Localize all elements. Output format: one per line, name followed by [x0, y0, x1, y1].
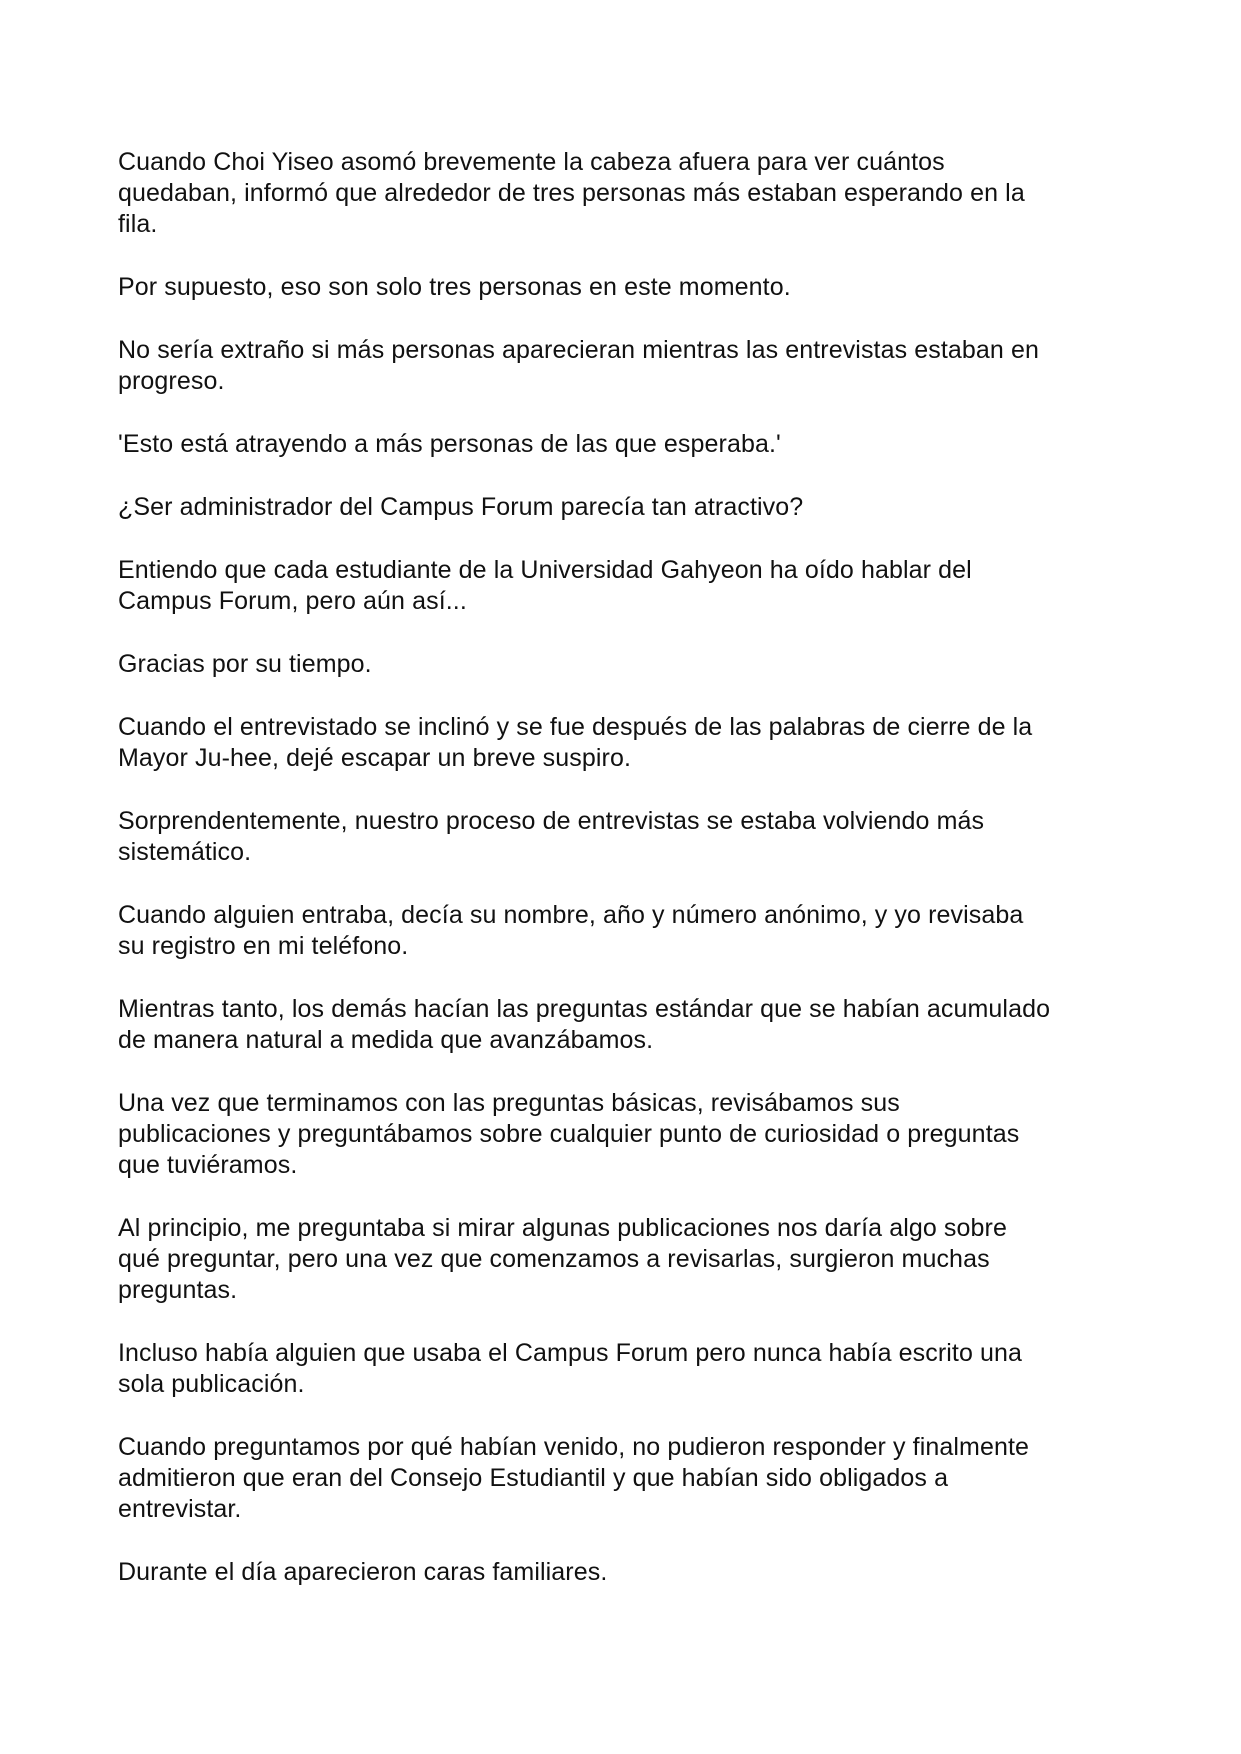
paragraph: ¿Ser administrador del Campus Forum parecía tan atractivo?	[118, 493, 804, 521]
paragraph: Cuando preguntamos por qué habían venido, no pudieron responder y finalmente admitieron que eran del Consejo Estudiantil y que habían sido obligados a entrevistar.	[118, 1433, 1030, 1523]
paragraph: Cuando Choi Yiseo asomó brevemente la cabeza afuera para ver cuántos quedaban, informó que alrededor de tres personas más estaban esperando en la fila.	[118, 148, 1025, 238]
paragraph: Incluso había alguien que usaba el Campus Forum pero nunca había escrito una sola publicación.	[118, 1339, 1023, 1398]
paragraph: Por supuesto, eso son solo tres personas en este momento.	[118, 273, 791, 301]
paragraph: Gracias por su tiempo.	[118, 650, 372, 678]
paragraph: 'Esto está atrayendo a más personas de las que esperaba.'	[118, 430, 781, 458]
paragraph: Cuando alguien entraba, decía su nombre, año y número anónimo, y yo revisaba su registro en mi teléfono.	[118, 901, 1024, 960]
paragraph: Sorprendentemente, nuestro proceso de entrevistas se estaba volviendo más sistemático.	[118, 807, 985, 866]
paragraph: Durante el día aparecieron caras familiares.	[118, 1558, 608, 1586]
paragraph: No sería extraño si más personas aparecieran mientras las entrevistas estaban en progreso.	[118, 336, 1039, 395]
paragraph: Mientras tanto, los demás hacían las preguntas estándar que se habían acumulado de manera natural a medida que avanzábamos.	[118, 995, 1051, 1054]
paragraph: Una vez que terminamos con las preguntas básicas, revisábamos sus publicaciones y preguntábamos sobre cualquier punto de curiosidad o preguntas que tuviéramos.	[118, 1089, 1020, 1179]
paragraph: Cuando el entrevistado se inclinó y se fue después de las palabras de cierre de la Mayor Ju-hee, dejé escapar un breve suspiro.	[118, 713, 1033, 772]
document-body	[118, 147, 1130, 1620]
paragraph: Al principio, me preguntaba si mirar algunas publicaciones nos daría algo sobre qué preguntar, pero una vez que comenzamos a revisarlas, surgieron muchas preguntas.	[118, 1214, 1007, 1304]
paragraph: Entiendo que cada estudiante de la Universidad Gahyeon ha oído hablar del Campus Forum, pero aún así...	[118, 556, 972, 615]
